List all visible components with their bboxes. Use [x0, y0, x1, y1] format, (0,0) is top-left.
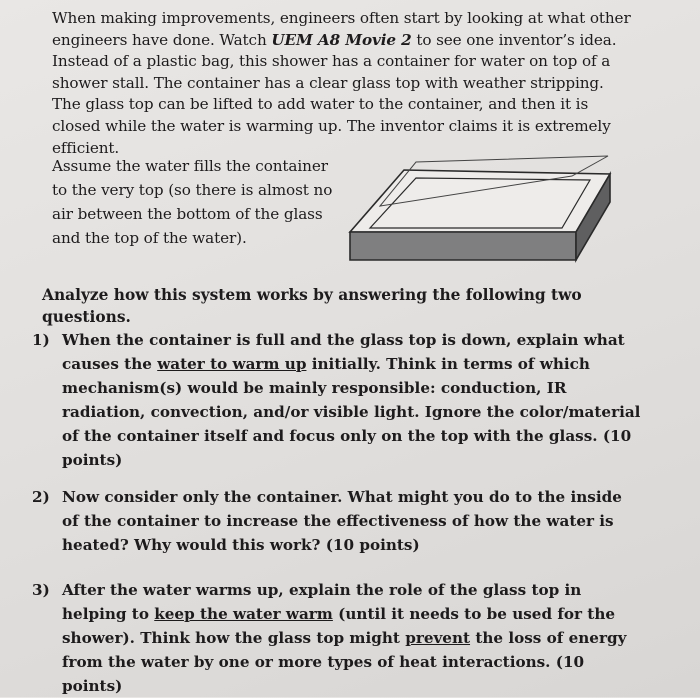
container-diagram: [342, 148, 618, 266]
section-heading: Analyze how this system works by answering the following two questions.: [42, 286, 582, 326]
intro-paragraph: [52, 8, 634, 159]
question-3: [32, 578, 642, 698]
question-1-underlined: water to warm up: [157, 355, 307, 373]
question-3-underlined: keep the water warm: [154, 605, 333, 623]
question-1-number: 1): [32, 331, 50, 349]
movie-title: UEM A8 Movie 2: [271, 30, 412, 49]
question-3-text-a: After the water warms up, explain the role of the glass top in helping to: [62, 581, 582, 623]
question-3-text-c: the loss of energy from the water by one or more types of heat interactions. (10 points): [62, 629, 627, 695]
question-1-text-b: initially. Think in terms of which mechanism(s) would be mainly responsible: conduction, IR radiation, convection, and/or visible light. Ignore the color/material of the container itself and focus only on the top with the glass. (10 points): [62, 355, 641, 469]
question-2-text: Now consider only the container. What might you do to the inside of the container to increase the effectiveness of how the water is heated? Why would this work? (10 points): [62, 488, 622, 554]
question-2-number: 2): [32, 488, 50, 506]
question-2: [32, 485, 642, 557]
question-3-text-b: (until it needs to be used for the shower). Think how the glass top might: [62, 605, 616, 647]
question-1-text-a: When the container is full and the glass top is down, explain what causes the: [62, 331, 625, 373]
intro-text-end: to see one inventor’s idea. Instead of a plastic bag, this shower has a container for water on top of a shower stall. The container has a clear glass top with weather stripping. The glass top can be lifted to add water to the container, and then it is closed while the water is warming up. The inventor claims it is extremely efficient.: [52, 30, 617, 157]
question-3-number: 3): [32, 581, 50, 599]
assumption-text: Assume the water fills the container to the very top (so there is almost no air between the bottom of the glass and the top of the water).: [52, 157, 333, 247]
intro-text-start: When making improvements, engineers often start by looking at what other engineers have done. Watch: [52, 9, 631, 49]
question-1-text: [62, 328, 642, 472]
container-front-face: [350, 232, 576, 260]
question-1: [32, 328, 642, 472]
question-3-underlined-2: prevent: [405, 629, 471, 647]
question-3-text: [62, 578, 642, 698]
